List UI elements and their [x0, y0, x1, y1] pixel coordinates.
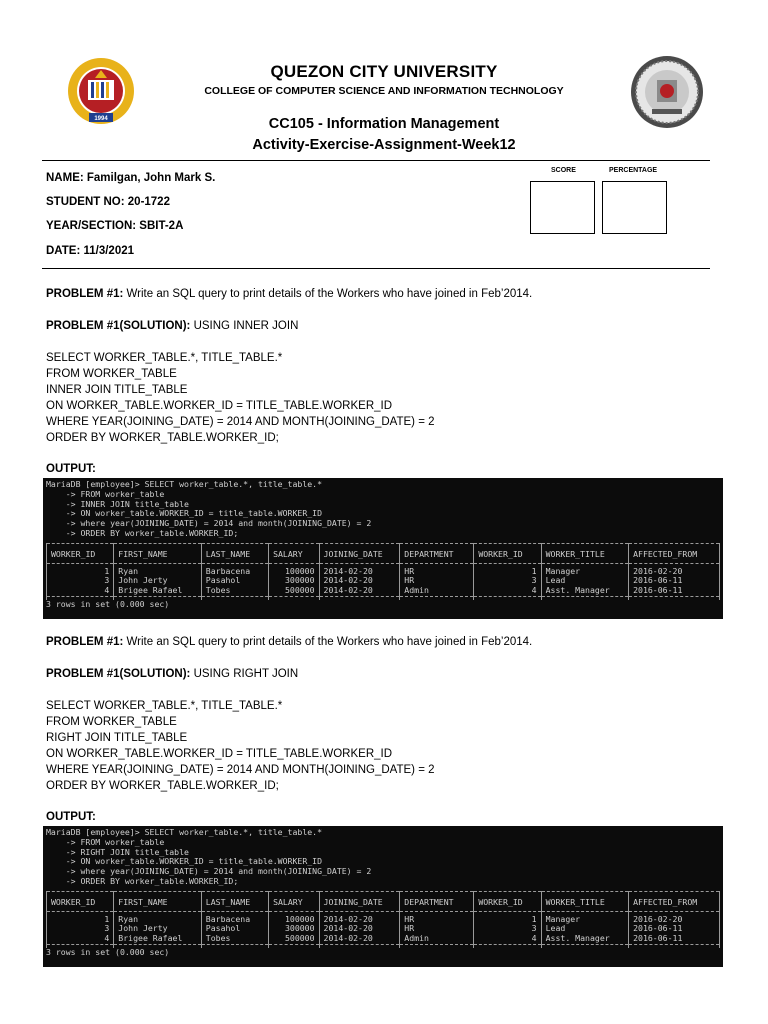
- table-cell: 100000: [269, 567, 319, 577]
- column-header: JOINING_DATE: [319, 895, 400, 911]
- table-row: [47, 924, 720, 934]
- table-cell: Tobes: [201, 934, 268, 944]
- table-cell: Asst. Manager: [541, 934, 628, 944]
- table-cell: Lead: [541, 924, 628, 934]
- sql-line: WHERE YEAR(JOINING_DATE) = 2014 AND MONTH(JOINING_DATE) = 2: [46, 416, 435, 428]
- table-cell: 2016-06-11: [629, 934, 720, 944]
- terminal-line: -> FROM worker_table: [46, 836, 165, 847]
- table-cell: 4: [47, 934, 114, 944]
- terminal-line: -> INNER JOIN title_table: [46, 498, 189, 509]
- terminal-line: -> FROM worker_table: [46, 488, 165, 499]
- problem-statement: [46, 636, 532, 648]
- percentage-box: [602, 181, 667, 234]
- table-row: [47, 586, 720, 596]
- terminal-line: -> where year(JOINING_DATE) = 2014 and month(JOINING_DATE) = 2: [46, 518, 372, 529]
- column-header: FIRST_NAME: [114, 895, 201, 911]
- table-row: [47, 567, 720, 577]
- column-header: SALARY: [269, 895, 319, 911]
- column-header: WORKER_TITLE: [541, 547, 628, 563]
- college-name: COLLEGE OF COMPUTER SCIENCE AND INFORMATION TECHNOLOGY: [204, 85, 564, 97]
- terminal-footer: 3 rows in set (0.000 sec): [46, 598, 170, 609]
- table-header-row: [47, 547, 720, 563]
- table-row: [47, 934, 720, 944]
- table-cell: John Jerty: [114, 576, 201, 586]
- table-cell: 2016-06-11: [629, 924, 720, 934]
- table-cell: Pasahol: [201, 576, 268, 586]
- table-cell: Manager: [541, 915, 628, 925]
- table-cell: 2016-06-11: [629, 576, 720, 586]
- table-cell: 2014-02-20: [319, 915, 400, 925]
- table-cell: 2016-02-20: [629, 915, 720, 925]
- sql-query: [46, 350, 435, 446]
- table-row: [47, 915, 720, 925]
- terminal-line: -> RIGHT JOIN title_table: [46, 846, 189, 857]
- table-cell: 2016-06-11: [629, 586, 720, 596]
- activity-title: Activity-Exercise-Assignment-Week12: [252, 137, 516, 153]
- table-cell: 300000: [269, 576, 319, 586]
- table-cell: 500000: [269, 586, 319, 596]
- table-cell: 2014-02-20: [319, 576, 400, 586]
- sql-line: INNER JOIN TITLE_TABLE: [46, 384, 188, 396]
- table-cell: 1: [47, 915, 114, 925]
- score-label: SCORE: [551, 167, 576, 174]
- table-cell: Asst. Manager: [541, 586, 628, 596]
- course-title: CC105 - Information Management: [268, 116, 500, 132]
- sql-line: SELECT WORKER_TABLE.*, TITLE_TABLE.*: [46, 352, 283, 364]
- table-cell: HR: [400, 576, 474, 586]
- table-header-row: [47, 895, 720, 911]
- student-number: STUDENT NO: 20-1722: [46, 196, 170, 208]
- table-cell: 2014-02-20: [319, 586, 400, 596]
- output-label: OUTPUT:: [46, 811, 96, 823]
- solution-label: PROBLEM #1(SOLUTION):: [46, 320, 191, 332]
- table-cell: 1: [474, 567, 541, 577]
- table-cell: Lead: [541, 576, 628, 586]
- table-cell: Admin: [400, 586, 474, 596]
- column-header: SALARY: [269, 547, 319, 563]
- column-header: LAST_NAME: [201, 895, 268, 911]
- column-header: JOINING_DATE: [319, 547, 400, 563]
- terminal-output: [43, 478, 723, 619]
- table-cell: 2014-02-20: [319, 567, 400, 577]
- year-section: YEAR/SECTION: SBIT-2A: [46, 220, 184, 232]
- solution-text: USING RIGHT JOIN: [190, 668, 299, 680]
- column-header: FIRST_NAME: [114, 547, 201, 563]
- table-row: [47, 576, 720, 586]
- problem-statement: [46, 288, 532, 300]
- problem-text: Write an SQL query to print details of the Workers who have joined in Feb’2014.: [123, 636, 533, 648]
- divider: [42, 268, 710, 269]
- sql-line: SELECT WORKER_TABLE.*, TITLE_TABLE.*: [46, 700, 283, 712]
- table-cell: HR: [400, 567, 474, 577]
- divider: [42, 160, 710, 161]
- table-cell: HR: [400, 915, 474, 925]
- table-cell: 100000: [269, 915, 319, 925]
- column-header: DEPARTMENT: [400, 547, 474, 563]
- table-cell: 2014-02-20: [319, 934, 400, 944]
- solution-label: PROBLEM #1(SOLUTION):: [46, 668, 191, 680]
- table-cell: 1: [47, 567, 114, 577]
- table-cell: 4: [47, 586, 114, 596]
- percentage-label: PERCENTAGE: [609, 167, 658, 174]
- table-cell: Manager: [541, 567, 628, 577]
- column-header: WORKER_ID: [47, 547, 114, 563]
- table-cell: 2014-02-20: [319, 924, 400, 934]
- table-cell: 500000: [269, 934, 319, 944]
- terminal-line: -> ORDER BY worker_table.WORKER_ID;: [46, 527, 239, 538]
- sql-line: ORDER BY WORKER_TABLE.WORKER_ID;: [46, 432, 279, 444]
- sql-line: ON WORKER_TABLE.WORKER_ID = TITLE_TABLE.WORKER_ID: [46, 748, 393, 760]
- table-cell: 2016-02-20: [629, 567, 720, 577]
- table-cell: Barbacena: [201, 915, 268, 925]
- university-name: QUEZON CITY UNIVERSITY: [270, 62, 498, 81]
- sql-query: [46, 698, 435, 794]
- solution-heading: [46, 668, 298, 680]
- logo-year: 1994: [94, 116, 108, 122]
- table-cell: Barbacena: [201, 567, 268, 577]
- table-cell: Ryan: [114, 915, 201, 925]
- student-name: NAME: Familgan, John Mark S.: [46, 172, 216, 184]
- table-cell: 3: [474, 576, 541, 586]
- problem-text: Write an SQL query to print details of the Workers who have joined in Feb’2014.: [123, 288, 533, 300]
- column-header: WORKER_ID: [474, 895, 541, 911]
- column-header: WORKER_ID: [474, 547, 541, 563]
- result-table: [46, 891, 720, 948]
- column-header: WORKER_ID: [47, 895, 114, 911]
- sql-line: WHERE YEAR(JOINING_DATE) = 2014 AND MONTH(JOINING_DATE) = 2: [46, 764, 435, 776]
- score-box: [530, 181, 595, 234]
- table-cell: 1: [474, 915, 541, 925]
- table-cell: 4: [474, 586, 541, 596]
- table-cell: Brigee Rafael: [114, 586, 201, 596]
- terminal-footer: 3 rows in set (0.000 sec): [46, 946, 170, 957]
- terminal-line: -> where year(JOINING_DATE) = 2014 and month(JOINING_DATE) = 2: [46, 866, 372, 877]
- table-cell: 3: [47, 924, 114, 934]
- table-cell: Brigee Rafael: [114, 934, 201, 944]
- table-cell: HR: [400, 924, 474, 934]
- problem-label: PROBLEM #1:: [46, 636, 124, 648]
- column-header: AFFECTED_FROM: [629, 547, 720, 563]
- sql-line: FROM WORKER_TABLE: [46, 368, 177, 380]
- terminal-line: -> ON worker_table.WORKER_ID = title_table.WORKER_ID: [46, 508, 323, 519]
- table-cell: 300000: [269, 924, 319, 934]
- solution-text: USING INNER JOIN: [190, 320, 299, 332]
- table-cell: 3: [474, 924, 541, 934]
- terminal-output: [43, 826, 723, 967]
- table-cell: John Jerty: [114, 924, 201, 934]
- result-table: [46, 543, 720, 600]
- table-cell: Pasahol: [201, 924, 268, 934]
- table-cell: Tobes: [201, 586, 268, 596]
- table-cell: 3: [47, 576, 114, 586]
- column-header: WORKER_TITLE: [541, 895, 628, 911]
- terminal-line: MariaDB [employee]> SELECT worker_table.*, title_table.*: [46, 827, 323, 837]
- table-cell: Ryan: [114, 567, 201, 577]
- terminal-line: MariaDB [employee]> SELECT worker_table.*, title_table.*: [46, 479, 323, 489]
- output-label: OUTPUT:: [46, 463, 96, 475]
- column-header: AFFECTED_FROM: [629, 895, 720, 911]
- table-cell: 4: [474, 934, 541, 944]
- solution-heading: [46, 320, 298, 332]
- terminal-line: -> ORDER BY worker_table.WORKER_ID;: [46, 875, 239, 886]
- column-header: LAST_NAME: [201, 547, 268, 563]
- problem-label: PROBLEM #1:: [46, 288, 124, 300]
- sql-line: ON WORKER_TABLE.WORKER_ID = TITLE_TABLE.WORKER_ID: [46, 400, 393, 412]
- date: DATE: 11/3/2021: [46, 245, 135, 257]
- table-cell: Admin: [400, 934, 474, 944]
- sql-line: FROM WORKER_TABLE: [46, 716, 177, 728]
- sql-line: RIGHT JOIN TITLE_TABLE: [46, 732, 188, 744]
- sql-line: ORDER BY WORKER_TABLE.WORKER_ID;: [46, 780, 279, 792]
- column-header: DEPARTMENT: [400, 895, 474, 911]
- terminal-line: -> ON worker_table.WORKER_ID = title_table.WORKER_ID: [46, 856, 323, 867]
